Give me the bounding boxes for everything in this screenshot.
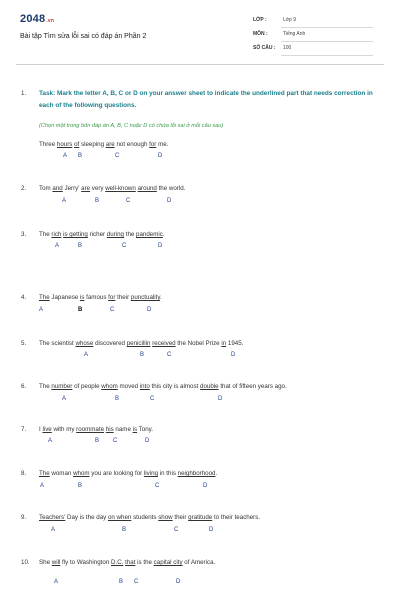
answer-option-d[interactable]: D — [147, 307, 152, 313]
header-divider — [16, 64, 384, 65]
underlined-part: and — [52, 185, 63, 192]
underlined-part: penicillin — [126, 340, 151, 347]
underlined-part: live — [42, 426, 52, 433]
answer-option-c[interactable]: C — [134, 579, 139, 585]
answer-option-a[interactable]: A — [62, 396, 67, 402]
answer-letters — [0, 438, 400, 448]
question-sentence — [39, 559, 215, 566]
answer-option-d[interactable]: D — [145, 438, 150, 444]
answer-option-c[interactable]: C — [110, 307, 115, 313]
answer-option-c[interactable]: C — [174, 527, 179, 533]
answer-option-a[interactable]: A — [62, 198, 67, 204]
answer-option-a[interactable]: A — [40, 483, 45, 489]
sentence-text: famous — [84, 294, 109, 301]
task-instruction: Task: Mark the letter A, B, C or D on your answer sheet to indicate the underlined part that needs correction in each of the following questions. — [39, 90, 373, 109]
sentence-text: sleeping — [79, 141, 106, 148]
answer-option-b[interactable]: B — [78, 307, 83, 313]
answer-option-c[interactable]: C — [122, 243, 127, 249]
answer-letters — [0, 243, 400, 253]
answer-option-b[interactable]: B — [78, 153, 83, 159]
page-header — [0, 0, 400, 64]
answer-option-d[interactable]: D — [231, 352, 236, 358]
answer-letters — [0, 198, 400, 208]
underlined-part: double — [200, 383, 219, 390]
answer-option-b[interactable]: B — [95, 438, 100, 444]
underlined-part: on when — [107, 514, 132, 521]
answer-option-b[interactable]: B — [122, 527, 127, 533]
answer-letters — [0, 579, 400, 589]
answer-option-b[interactable]: B — [115, 396, 120, 402]
question-sentence — [39, 514, 260, 521]
answer-option-d[interactable]: D — [209, 527, 214, 533]
sentence-text: The — [39, 383, 52, 390]
sentence-text: Japanese — [49, 294, 80, 301]
sentence-text: Three — [39, 141, 57, 148]
answer-letters — [0, 307, 400, 317]
sentence-text: discovered — [93, 340, 127, 347]
task-instruction-vietnamese: (Chọn một trong bốn đáp án A, B, C hoặc D có chứa lỗi sai ở mỗi câu sau) — [39, 123, 224, 129]
question-number: 4. — [21, 294, 27, 301]
sentence-text: woman — [49, 470, 74, 477]
answer-option-a[interactable]: A — [48, 438, 53, 444]
meta-subject-value: Tiếng Anh — [283, 31, 306, 37]
underlined-part: whom — [73, 470, 90, 477]
answer-option-a[interactable]: A — [54, 579, 59, 585]
sentence-text: The scientist — [39, 340, 76, 347]
sentence-text: name — [113, 426, 133, 433]
sentence-text: is the — [135, 559, 154, 566]
logo-tld: .vn — [46, 18, 55, 24]
answer-option-b[interactable]: B — [78, 243, 83, 249]
sentence-text: to their teachers. — [212, 514, 261, 521]
sentence-text: The — [39, 231, 52, 238]
answer-option-b[interactable]: B — [95, 198, 100, 204]
meta-subject-label: MÔN : — [253, 31, 268, 37]
underlined-part: show — [158, 514, 173, 521]
sentence-text: their — [115, 294, 131, 301]
answer-option-c[interactable]: C — [115, 153, 120, 159]
task-number: 1. — [21, 90, 27, 97]
answer-option-b[interactable]: B — [78, 483, 83, 489]
sentence-text: moved — [117, 383, 140, 390]
underlined-part: living — [143, 470, 159, 477]
underlined-part: for — [108, 294, 116, 301]
sentence-text: . — [215, 470, 218, 477]
sentence-text: in this — [158, 470, 178, 477]
sentence-text: me. — [156, 141, 169, 148]
underlined-part: The — [39, 294, 50, 301]
underlined-part: whom — [101, 383, 118, 390]
underlined-part: well-known — [105, 185, 136, 192]
underlined-part: hours — [56, 141, 73, 148]
sentence-text: Tony. — [137, 426, 154, 433]
underlined-part: his — [105, 426, 114, 433]
sentence-text: . — [160, 294, 162, 301]
sentence-text: the Nobel Prize — [175, 340, 222, 347]
meta-grade-value: Lớp 9 — [283, 17, 297, 23]
question-number: 6. — [21, 383, 27, 390]
answer-option-d[interactable]: D — [218, 396, 223, 402]
question-number: 3. — [21, 231, 27, 238]
sentence-text: She — [39, 559, 52, 566]
sentence-text: . — [162, 231, 165, 238]
question-sentence — [39, 383, 287, 390]
site-logo[interactable] — [20, 13, 54, 25]
question-sentence — [39, 231, 165, 238]
answer-option-b[interactable]: B — [140, 352, 145, 358]
answer-option-a[interactable]: A — [63, 153, 68, 159]
sentence-text: richer — [87, 231, 107, 238]
underlined-part: into — [139, 383, 150, 390]
sentence-text: that of fifteen years ago. — [218, 383, 287, 390]
underlined-part: The — [39, 470, 50, 477]
meta-grade-label: LỚP : — [253, 17, 267, 23]
question-sentence — [39, 470, 217, 477]
answer-option-a[interactable]: A — [39, 307, 44, 313]
meta-divider — [281, 55, 373, 56]
sentence-text: with my — [51, 426, 77, 433]
sentence-text: Day is the day — [65, 514, 108, 521]
question-sentence — [39, 426, 153, 433]
underlined-part: number — [51, 383, 73, 390]
question-sentence — [39, 185, 185, 192]
question-number: 5. — [21, 340, 27, 347]
sentence-text: Tom — [39, 185, 53, 192]
meta-count — [253, 42, 373, 56]
answer-option-c[interactable]: C — [150, 396, 155, 402]
question-number: 9. — [21, 514, 27, 521]
underlined-part: D.C. — [111, 559, 124, 566]
underlined-part: for — [149, 141, 157, 148]
meta-grade — [253, 14, 373, 28]
underlined-part: pandemic — [136, 231, 163, 238]
sentence-text: the — [124, 231, 137, 238]
sentence-text: of America. — [182, 559, 216, 566]
sentence-text: 1945. — [226, 340, 244, 347]
sentence-text: you are looking for — [89, 470, 144, 477]
answer-option-a[interactable]: A — [51, 527, 56, 533]
meta-subject — [253, 28, 373, 42]
meta-count-label: SỐ CÂU : — [253, 45, 276, 51]
answer-option-d[interactable]: D — [176, 579, 181, 585]
sentence-text: their — [172, 514, 189, 521]
answer-letters — [0, 352, 400, 362]
underlined-part: that — [125, 559, 136, 566]
answer-option-b[interactable]: B — [119, 579, 124, 585]
answer-letters — [0, 153, 400, 163]
underlined-part: roommate — [76, 426, 105, 433]
answer-letters — [0, 483, 400, 493]
answer-letters — [0, 396, 400, 406]
answer-option-d[interactable]: D — [158, 153, 163, 159]
sentence-text: of people — [72, 383, 102, 390]
answer-option-c[interactable]: C — [167, 352, 172, 358]
answer-option-d[interactable]: D — [158, 243, 163, 249]
logo-text: 2048 — [20, 13, 46, 25]
underlined-part: gratitude — [188, 514, 213, 521]
sentence-text: fly to Washington — [60, 559, 111, 566]
underlined-part: whose — [75, 340, 94, 347]
underlined-part: around — [137, 185, 157, 192]
answer-option-c[interactable]: C — [113, 438, 118, 444]
underlined-part: Teachers' — [39, 514, 66, 521]
answer-option-c[interactable]: C — [126, 198, 131, 204]
underlined-part: will — [51, 559, 61, 566]
answer-option-a[interactable]: A — [84, 352, 89, 358]
underlined-part: is — [79, 294, 85, 301]
sentence-text: Jerry' — [62, 185, 82, 192]
answer-letters — [0, 527, 400, 537]
sentence-text: this city is almost — [149, 383, 200, 390]
question-number: 10. — [21, 559, 30, 566]
answer-option-d[interactable]: D — [203, 483, 208, 489]
sentence-text: very — [90, 185, 106, 192]
underlined-part: punctuality — [130, 294, 160, 301]
underlined-part: are — [105, 141, 115, 148]
underlined-part: received — [152, 340, 176, 347]
question-sentence — [39, 294, 162, 301]
document-title: Bài tập Tìm sửa lỗi sai có đáp án Phần 2 — [20, 33, 147, 40]
underlined-part: rich — [51, 231, 62, 238]
sentence-text: the world. — [156, 185, 186, 192]
question-number: 7. — [21, 426, 27, 433]
sentence-text: not enough — [114, 141, 150, 148]
question-number: 2. — [21, 185, 27, 192]
underlined-part: of — [74, 141, 80, 148]
underlined-part: is getting — [63, 231, 88, 238]
question-sentence — [39, 340, 243, 347]
sentence-text: students — [131, 514, 159, 521]
answer-option-c[interactable]: C — [155, 483, 160, 489]
underlined-part: capital city — [153, 559, 183, 566]
answer-option-a[interactable]: A — [55, 243, 60, 249]
underlined-part: is — [132, 426, 138, 433]
underlined-part: during — [106, 231, 124, 238]
answer-option-d[interactable]: D — [167, 198, 172, 204]
meta-count-value: 100 — [283, 45, 292, 51]
underlined-part: are — [81, 185, 91, 192]
underlined-part: in — [221, 340, 227, 347]
underlined-part: neighborhood — [177, 470, 216, 477]
question-sentence — [39, 141, 168, 148]
question-number: 8. — [21, 470, 27, 477]
sentence-text: I — [39, 426, 43, 433]
